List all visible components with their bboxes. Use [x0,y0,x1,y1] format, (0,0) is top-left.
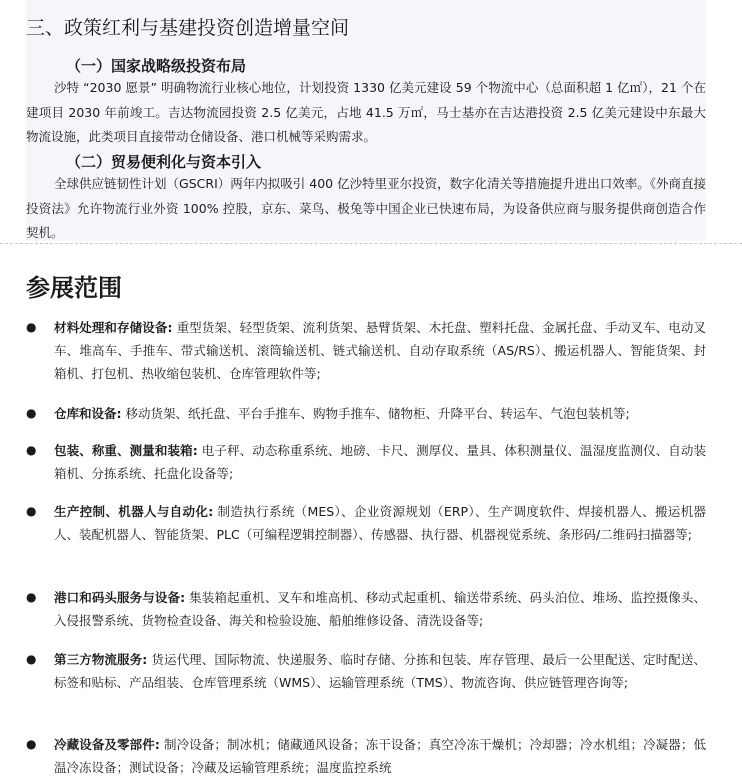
bullet-icon: ● [26,320,37,334]
item-text: 货运代理、国际物流、快递服务、临时存储、分拣和包装、库存管理、最后一公里配送、定时配送、标签和贴标、产品组装、仓库管理系统（WMS）、运输管理系统（TMS）、物流咨询、供应链管理咨询等; [54,652,706,690]
bullet-icon: ● [26,652,37,666]
paragraph-investment: 沙特 “2030 愿景” 明确物流行业核心地位，计划投资 1330 亿美元建设 59 个物流中心（总面积超 1 亿㎡），21 个在建项目 2030 年前竣工。吉达物流园投资 2.5 亿美元，占地 41.5 万㎡，马士基亦在吉达港投资 2.5 亿美元建设中东最大物流设施，此类项目直接带动仓储设备、港口机械等采购需求。 [26,80,706,144]
item-label: 材料处理和存储设备: [54,320,173,335]
exhibit-item-cold-chain [26,733,706,779]
exhibit-range-title: 参展范围 [26,274,122,302]
bullet-icon: ● [26,406,37,420]
item-label: 港口和码头服务与设备: [54,590,186,605]
bullet-icon: ● [26,443,37,457]
page-break-divider [0,243,742,244]
item-label: 生产控制、机器人与自动化: [54,504,214,519]
item-text: 制造执行系统（MES）、企业资源规划（ERP）、生产调度软件、焊接机器人、搬运机器人、装配机器人、智能货架、PLC（可编程逻辑控制器）、传感器、执行器、机器视觉系统、条形码/二维码扫描器等; [54,504,706,542]
item-label: 第三方物流服务: [54,652,148,667]
bullet-icon: ● [26,590,37,604]
exhibit-item-port [26,586,706,632]
item-label: 包装、称重、测量和装箱: [54,443,198,458]
bullet-icon: ● [26,737,37,751]
exhibit-item-3pl [26,648,706,694]
bullet-icon: ● [26,504,37,518]
exhibit-item-automation [26,500,706,546]
item-text: 重型货架、轻型货架、流利货架、悬臂货架、木托盘、塑料托盘、金属托盘、手动叉车、电动叉车、堆高车、手推车、带式输送机、滚筒输送机、链式输送机、自动存取系统（AS/RS）、搬运机器人、智能货架、封箱机、打包机、热收缩包装机、仓库管理软件等; [54,320,707,381]
exhibit-item-material-handling [26,316,706,385]
item-label: 仓库和设备: [54,406,122,421]
item-text: 移动货架、纸托盘、平台手推车、购物手推车、储物柜、升降平台、转运车、气泡包装机等; [121,406,630,421]
exhibit-item-warehouse [26,402,706,425]
item-label: 冷藏设备及零部件: [54,737,160,752]
subsection-title-trade: （二）贸易便利化与资本引入 [66,153,262,171]
item-text: 集装箱起重机、叉车和堆高机、移动式起重机、输送带系统、码头泊位、堆场、监控摄像头、入侵报警系统、货物检查设备、海关和检验设施、船舶维修设备、清洗设备等; [54,590,707,628]
subsection-title-investment: （一）国家战略级投资布局 [66,57,247,75]
exhibit-item-packaging [26,439,706,485]
item-text: 电子秤、动态称重系统、地磅、卡尺、测厚仪、量具、体积测量仪、温湿度监测仪、自动装箱机、分拣系统、托盘化设备等; [54,443,707,481]
section-title: 三、政策红利与基建投资创造增量空间 [26,17,350,39]
paragraph-trade: 全球供应链韧性计划（GSCRI）两年内拟吸引 400 亿沙特里亚尔投资，数字化清关等措施提升进出口效率。《外商直接投资法》允许物流行业外资 100% 控股，京东、菜鸟、极兔等中国企业已快速布局，为设备供应商与服务提供商创造合作契机。 [26,176,706,240]
item-text: 制冷设备；制冰机；储藏通风设备；冻干设备；真空冷冻干燥机；冷却器；冷水机组；冷凝器；低温冷冻设备；测试设备；冷藏及运输管理系统；温度监控系统 [54,737,707,775]
